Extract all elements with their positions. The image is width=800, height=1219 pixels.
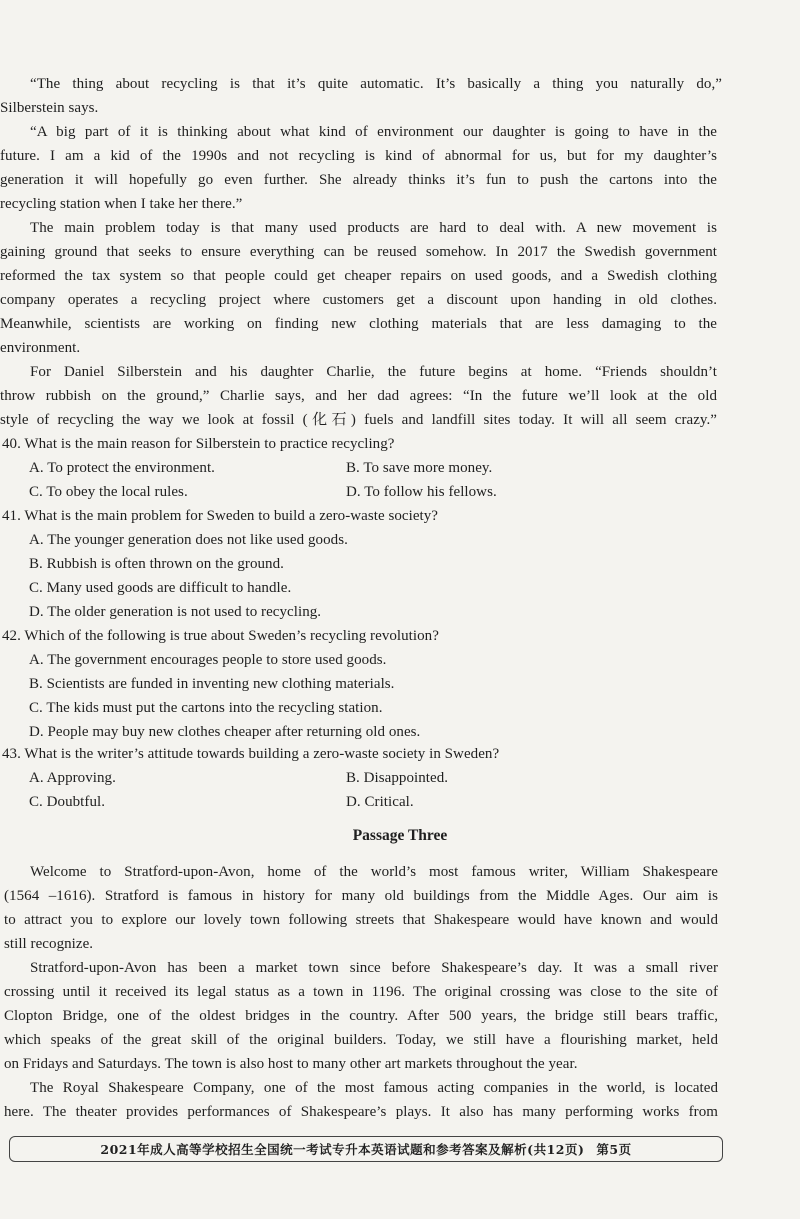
p3-para1-line: Welcome to Stratford-upon-Avon, home of the world’s most famous writer, William Shakespeare (30, 864, 718, 880)
answer-option: A. The government encourages people to store used goods. (29, 652, 387, 668)
para2-line: generation it will hopefully go even further. She already thinks it’s fun to push the cartons into the (0, 172, 717, 188)
para2-line: recycling station when I take her there.” (0, 196, 243, 212)
answer-option: C. Doubtful. (29, 794, 106, 810)
answer-option: D. The older generation is not used to recycling. (29, 604, 322, 620)
page-footer (9, 1136, 723, 1162)
p3-para2-line: Clopton Bridge, one of the oldest bridges in the country. After 500 years, the bridge still bears traffic, (4, 1008, 718, 1024)
question-stem: 43. What is the writer’s attitude towards building a zero-waste society in Sweden? (2, 746, 500, 762)
p3-para2-line: Stratford-upon-Avon has been a market town since before Shakespeare’s day. It was a small river (30, 960, 718, 976)
para3-line: The main problem today is that many used products are hard to deal with. A new movement is (30, 220, 717, 236)
page-number: 第5页 (596, 1142, 632, 1157)
para1-line: Silberstein says. (0, 100, 99, 116)
question-stem: 40. What is the main reason for Silberstein to practice recycling? (2, 436, 395, 452)
p3-para2-line: which speaks of the great skill of the original builders. Today, we still have a flourishing market, held (4, 1032, 718, 1048)
question-stem: 42. Which of the following is true about Sweden’s recycling revolution? (2, 628, 439, 644)
para3-line: company operates a recycling project where customers get a discount upon handing in old clothes. (0, 292, 717, 308)
p3-para2-line: crossing until it received its legal status as a town in 1196. The original crossing was close to the site of (4, 984, 718, 1000)
answer-option: C. The kids must put the cartons into the recycling station. (29, 700, 383, 716)
answer-option: D. To follow his fellows. (346, 484, 497, 500)
footer-title: 2021年成人高等学校招生全国统一考试专升本英语试题和参考答案及解析(共12页) (100, 1142, 585, 1157)
answer-option: A. Approving. (29, 770, 116, 786)
question-stem: 41. What is the main problem for Sweden to build a zero-waste society? (2, 508, 439, 524)
p3-para1-line: (1564 –1616). Stratford is famous in history for many old buildings from the Middle Ages. Our aim is (4, 888, 718, 904)
answer-option: D. Critical. (346, 794, 414, 810)
para3-line: gaining ground that seeks to ensure everything can be reused somehow. In 2017 the Swedish government (0, 244, 717, 260)
para2-line: “A big part of it is thinking about what kind of environment our daughter is going to have in the (30, 124, 717, 140)
answer-option: D. People may buy new clothes cheaper after returning old ones. (29, 724, 421, 740)
p3-para3-line: here. The theater provides performances of Shakespeare’s plays. It also has many performing works from (4, 1104, 718, 1120)
p3-para1-line: to attract you to explore our lovely town following streets that Shakespeare would have known and would (4, 912, 718, 928)
answer-option: A. The younger generation does not like used goods. (29, 532, 348, 548)
answer-option: B. Rubbish is often thrown on the ground. (29, 556, 284, 572)
para2-line: future. I am a kid of the 1990s and not recycling is kind of abnormal for us, but for my daughter’s (0, 148, 717, 164)
para3-line: environment. (0, 340, 81, 356)
para3-line: Meanwhile, scientists are working on finding new clothing materials that are less damaging to the (0, 316, 717, 332)
p3-para1-line: still recognize. (4, 936, 94, 952)
para4-line: throw rubbish on the ground,” Charlie says, and her dad agrees: “In the future we’ll look at the old (0, 388, 717, 404)
answer-option: B. Scientists are funded in inventing new clothing materials. (29, 676, 395, 692)
answer-option: B. To save more money. (346, 460, 493, 476)
p3-para3-line: The Royal Shakespeare Company, one of the most famous acting companies in the world, is located (30, 1080, 718, 1096)
answer-option: C. To obey the local rules. (29, 484, 188, 500)
para1-line: “The thing about recycling is that it’s quite automatic. It’s basically a thing you naturally do,” (30, 76, 722, 92)
para4-line: For Daniel Silberstein and his daughter Charlie, the future begins at home. “Friends shouldn’t (30, 364, 717, 380)
p3-para2-line: on Fridays and Saturdays. The town is also host to many other art markets throughout the year. (4, 1056, 578, 1072)
para3-line: reformed the tax system so that people could get cheaper repairs on used goods, and a Swedish clothing (0, 268, 717, 284)
passage-three-title: Passage Three (352, 827, 448, 844)
answer-option: C. Many used goods are difficult to handle. (29, 580, 292, 596)
answer-option: A. To protect the environment. (29, 460, 215, 476)
para4-line: style of recycling the way we look at fossil (化石) fuels and landfill sites today. It will all seem crazy.” (0, 412, 717, 428)
answer-option: B. Disappointed. (346, 770, 449, 786)
